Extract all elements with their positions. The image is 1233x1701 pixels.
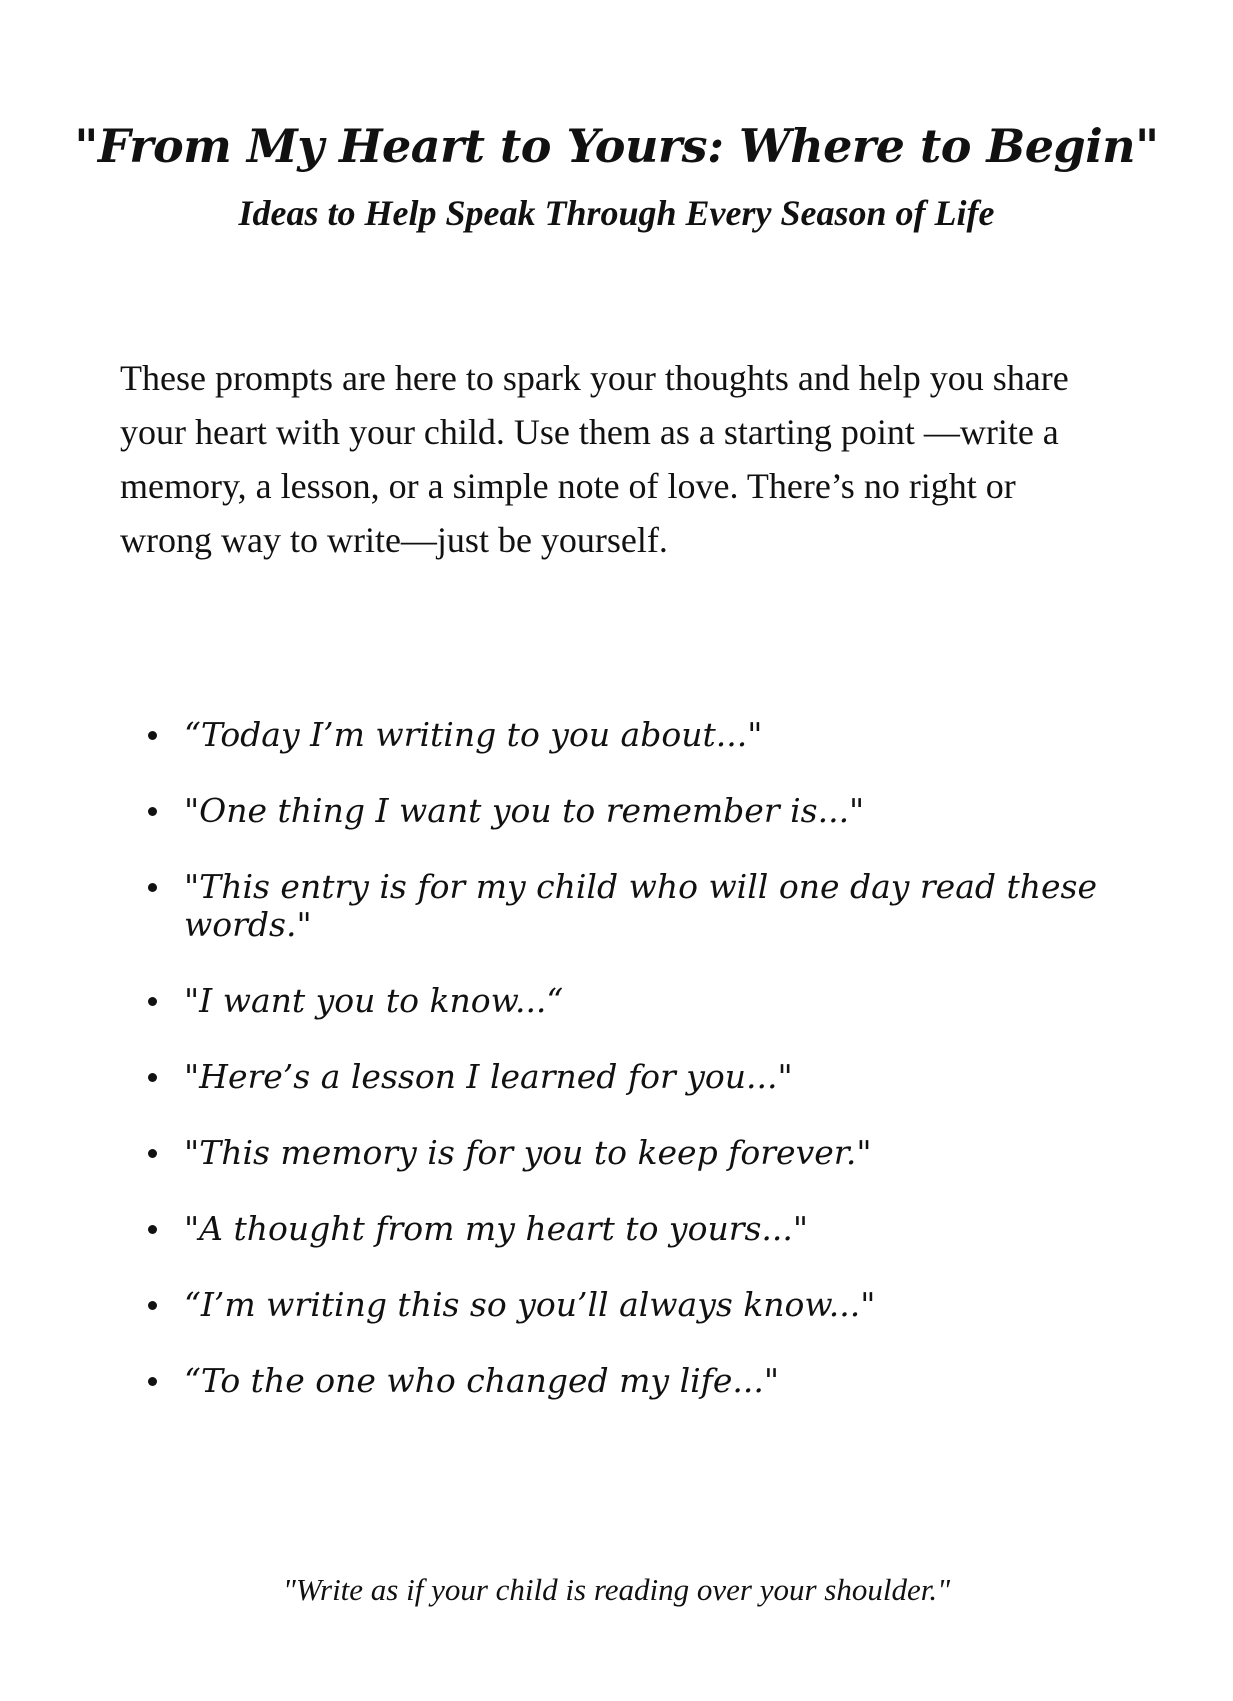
bullet-icon xyxy=(148,883,157,892)
prompt-item xyxy=(0,1210,1233,1248)
prompt-text: "One thing I want you to remember is..." xyxy=(184,791,865,830)
prompt-item xyxy=(0,716,1233,754)
prompt-list xyxy=(0,716,1233,1438)
prompt-item xyxy=(0,1362,1233,1400)
bullet-icon xyxy=(148,807,157,816)
prompt-item xyxy=(0,1058,1233,1096)
prompt-item xyxy=(0,1286,1233,1324)
prompt-item xyxy=(0,1134,1233,1172)
prompt-text: "Here’s a lesson I learned for you..." xyxy=(184,1057,793,1096)
prompt-item xyxy=(0,868,1233,944)
bullet-icon xyxy=(148,997,157,1006)
prompt-text: “Today I’m writing to you about..." xyxy=(184,715,763,754)
bullet-icon xyxy=(148,1225,157,1234)
prompt-item xyxy=(0,792,1233,830)
prompt-text: "I want you to know...“ xyxy=(184,981,564,1020)
prompt-item xyxy=(0,982,1233,1020)
prompt-text: "This entry is for my child who will one day read these words." xyxy=(184,867,1098,944)
page-title: "From My Heart to Yours: Where to Begin" xyxy=(74,119,1159,173)
bullet-icon xyxy=(148,731,157,740)
prompt-text: "This memory is for you to keep forever." xyxy=(184,1133,872,1172)
intro-paragraph: These prompts are here to spark your thoughts and help you share your heart with your child. Use them as a starting point —write a memory, a lesson, or a simple note of love. There’s no right or wrong way to write—just be yourself. xyxy=(120,358,1069,560)
footer-quote: "Write as if your child is reading over your shoulder." xyxy=(282,1572,951,1607)
bullet-icon xyxy=(148,1301,157,1310)
prompt-text: “I’m writing this so you’ll always know..." xyxy=(184,1285,876,1324)
prompt-text: “To the one who changed my life..." xyxy=(184,1361,780,1400)
bullet-icon xyxy=(148,1149,157,1158)
prompt-text: "A thought from my heart to yours..." xyxy=(184,1209,809,1248)
page-subtitle: Ideas to Help Speak Through Every Season of Life xyxy=(238,193,995,233)
bullet-icon xyxy=(148,1377,157,1386)
bullet-icon xyxy=(148,1073,157,1082)
